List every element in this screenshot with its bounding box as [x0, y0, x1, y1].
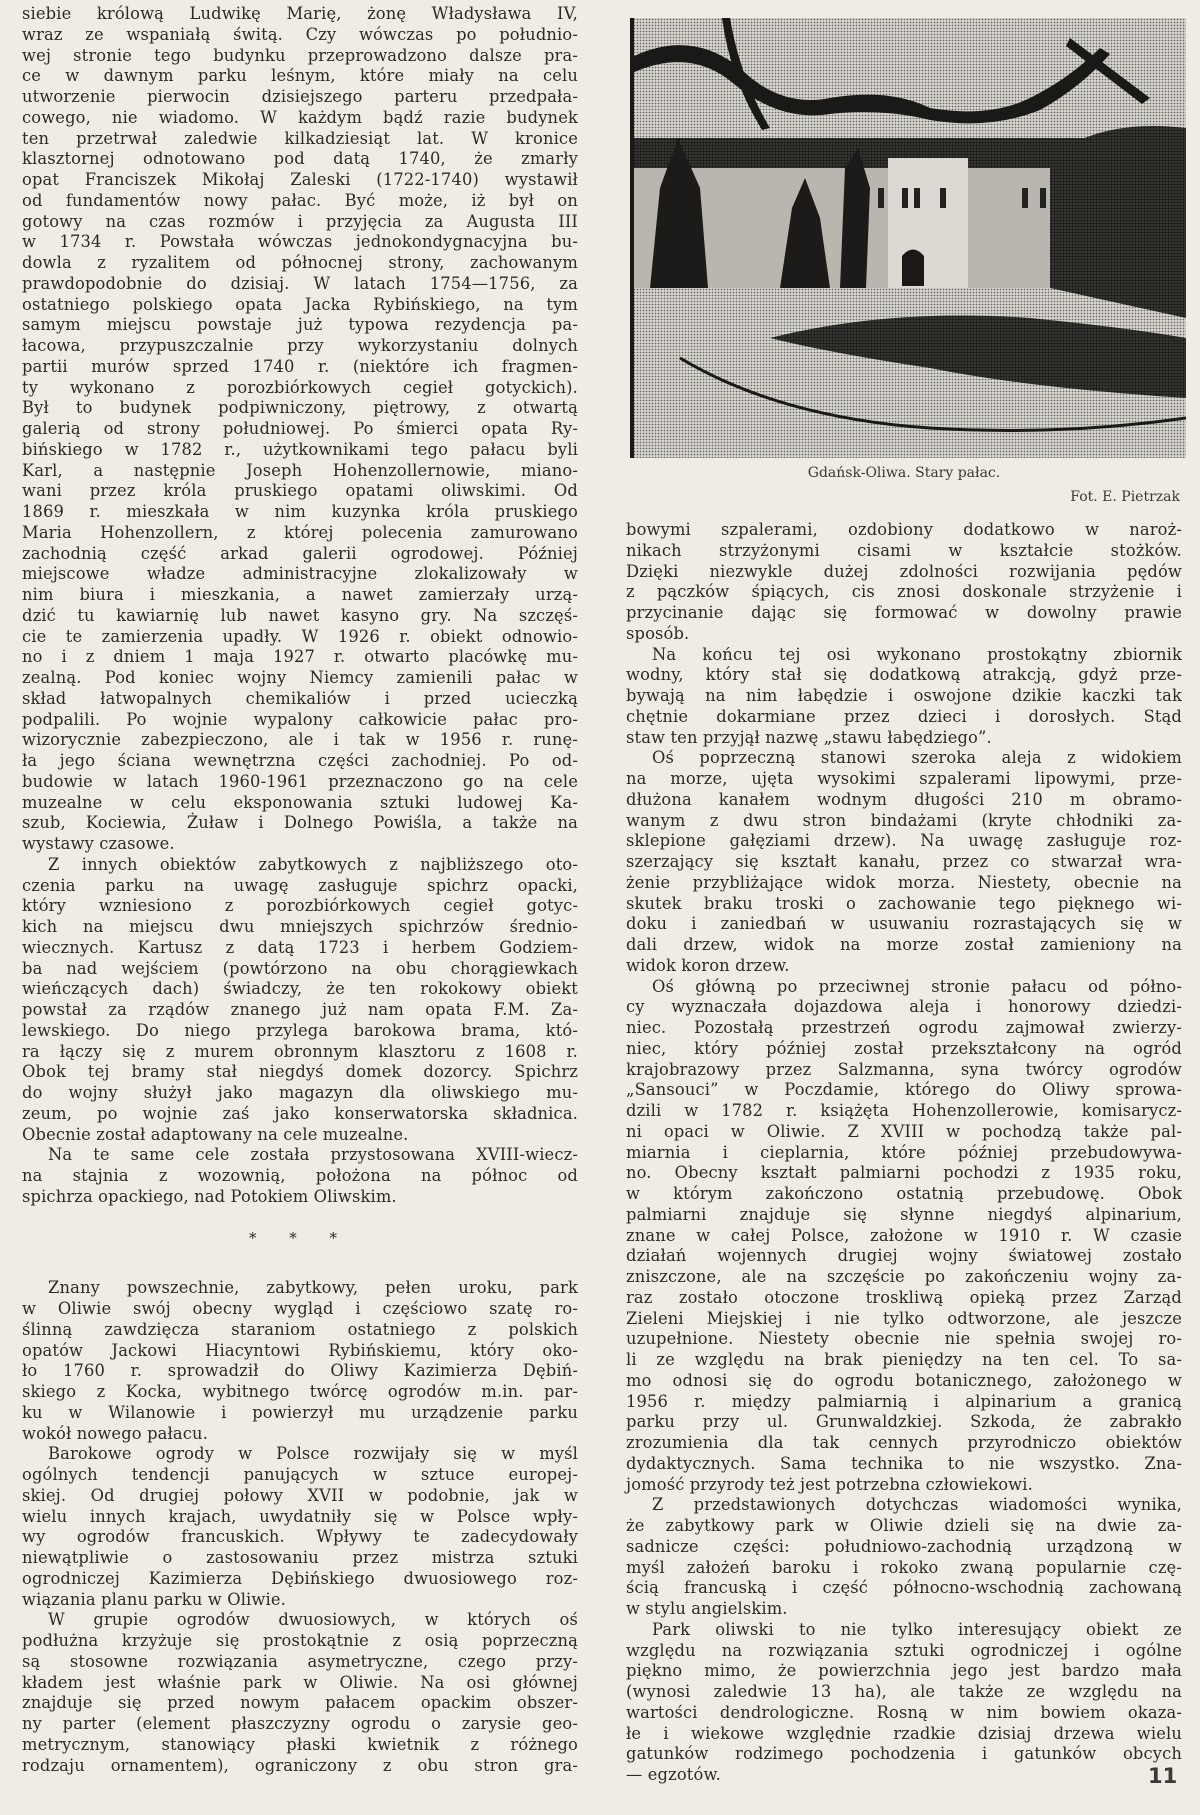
window	[1022, 188, 1028, 208]
text-line: nikach strzyżonymi cisami w kształcie stożków.	[626, 540, 1182, 560]
paragraph	[626, 748, 1182, 976]
paragraph	[626, 1620, 1182, 1786]
text-line: Obecnie został adaptowany na cele muzealne.	[22, 1124, 409, 1144]
text-line: wiązania planu parku w Oliwie.	[22, 1589, 286, 1609]
photo-border-left	[630, 18, 634, 458]
text-line: cy wyznaczała dojazdowa aleja i honorowy dziedzi-	[626, 997, 1182, 1017]
text-line: wej stronie tego budynku przeprowadzono dalsze pra-	[22, 45, 578, 65]
text-line: na stajnia z wozownią, położona na północ od	[22, 1166, 578, 1185]
text-line: niec, który później został przekształcony na ogród	[626, 1038, 1182, 1058]
photo-caption: Gdańsk-Oliwa. Stary pałac.	[807, 465, 1001, 481]
text-line: myśl założeń baroku i rokoko zwaną popularnie czę-	[626, 1557, 1182, 1577]
text-line: wy ogrodów francuskich. Wpływy te zadecydowały	[22, 1527, 578, 1547]
text-line: Barokowe ogrody w Polsce rozwijały się w myśl	[48, 1444, 578, 1464]
text-line: szerzający się kształt kanału, przez co stwarzał wra-	[626, 852, 1182, 871]
text-line: rodzaju ornamentem), ograniczony z obu stron gra-	[22, 1755, 578, 1775]
text-line: wartości dendrologiczne. Rosną w nim bowiem okaza-	[626, 1702, 1182, 1722]
text-line: spichrza opackiego, nad Potokiem Oliwskim.	[22, 1186, 397, 1206]
text-line: metrycznym, stanowiący płaski kwietnik z różnego	[22, 1734, 578, 1754]
text-line: bowymi szpalerami, ozdobiony dodatkowo w naroż-	[626, 520, 1182, 539]
section-separator: * * *	[248, 1228, 352, 1247]
text-line: dzić tu kawiarnię lub nawet kasyno gry. Na szczęś-	[22, 605, 578, 625]
window	[914, 188, 920, 208]
text-line: dzili w 1782 r. książęta Hohenzollerowie, komisarycz-	[626, 1101, 1182, 1120]
text-line: Znany powszechnie, zabytkowy, pełen uroku, park	[48, 1278, 578, 1298]
text-line: ku w Wilanowie i powierzył mu urządzenie parku	[22, 1402, 578, 1422]
text-line: Obok tej bramy stał niegdyś domek dozorcy. Spichrz	[22, 1062, 578, 1082]
text-line: nim biura i mieszkania, a nawet zamierzały urzą-	[22, 585, 578, 604]
text-line: dydaktycznych. Sama technika to nie wszystko. Zna-	[626, 1453, 1182, 1473]
text-line: krajobrazowy przez Salzmanna, syna twórcy ogrodów	[626, 1059, 1182, 1079]
text-line: ślinną zawdzięcza staraniom ostatniego z polskich	[22, 1319, 578, 1339]
paragraph	[626, 977, 1182, 1496]
text-line: wielu innych krajach, uwydatniły się w Polsce wpły-	[22, 1506, 578, 1526]
paragraph	[626, 645, 1182, 749]
palace-entrance-bay	[888, 158, 968, 288]
window	[940, 188, 946, 208]
palace-door	[902, 250, 924, 287]
text-line: Oś główną po przeciwnej stronie pałacu od półno-	[652, 976, 1182, 996]
text-line: zachodnią część arkad galerii ogrodowej. Później	[22, 543, 578, 563]
text-line: zrozumienia dla tak cennych przyrodniczo obiektów	[626, 1433, 1182, 1452]
text-line: ogrodniczej Kazimierza Dębińskiego dwuosiowego roz-	[22, 1568, 578, 1588]
paragraph	[22, 1444, 578, 1610]
text-line: który wzniesiono z porozbiórkowych cegieł gotyc-	[22, 896, 578, 916]
text-line: 1956 r. między palmiarnią i alpinarium a granicą	[626, 1391, 1182, 1411]
text-line: Był to budynek podpiwniczony, piętrowy, z otwartą	[22, 398, 578, 418]
text-line: Dzięki niezwykle dużej zdolności rozwijania pędów	[626, 561, 1182, 581]
text-line: żenie przybliżające widok morza. Niestety, obecnie na	[626, 872, 1182, 892]
window	[1040, 188, 1046, 208]
text-line: łacowa, przypuszczalnie przy wykorzystaniu dolnych	[22, 336, 578, 355]
text-line: lewskiego. Do niego przylega barokowa brama, któ-	[22, 1020, 578, 1040]
text-line: Park oliwski to nie tylko interesujący obiekt ze	[652, 1619, 1182, 1639]
text-line: od fundamentów nowy pałac. Być może, iż był on	[22, 190, 578, 210]
text-line: prawdopodobnie do dzisiaj. W latach 1754—1756, za	[22, 273, 578, 293]
text-line: wystawy czasowe.	[22, 834, 175, 853]
text-line: li ze względu na brak pieniędzy na ten cel. To sa-	[626, 1350, 1182, 1369]
text-line: ło 1760 r. sprowadził do Oliwy Kazimierza Dębiń-	[22, 1361, 578, 1381]
text-line: skład łatwopalnych chemikaliów i przed ucieczką	[22, 688, 578, 708]
text-line: Z innych obiektów zabytkowych z najbliższego oto-	[48, 854, 578, 874]
page-number: 11	[1148, 1764, 1178, 1788]
text-line: wani przez króla pruskiego opatami oliwskimi. Od	[22, 481, 578, 501]
text-line: uzupełnione. Niestety obecnie nie spełnia swojej ro-	[626, 1329, 1182, 1349]
text-line: dowla z ryzalitem od północnej strony, zachowanym	[22, 253, 578, 272]
paragraph	[22, 1610, 578, 1776]
text-line: utworzenie pierwocin dzisiejszego parteru przedpała-	[22, 87, 578, 106]
text-line: doku i zaniedbań w usuwaniu rozrastających się w	[626, 914, 1182, 934]
text-line: (wynosi zaledwie 13 ha), ale także ze względu na	[626, 1682, 1182, 1701]
text-line: ostatniego polskiego opata Jacka Rybińskiego, na tym	[22, 294, 578, 314]
text-line: wraz ze wspaniałą świtą. Czy wówczas po południo-	[22, 24, 578, 44]
text-line: partii murów sprzed 1740 r. (niektóre ich fragmen-	[22, 356, 578, 376]
text-line: — egzotów.	[626, 1765, 721, 1784]
text-line: sadnicze części: południowo-zachodnią urządzoną w	[626, 1536, 1182, 1556]
text-line: wieńczących dach) świadczy, że ten rokokowy obiekt	[22, 979, 578, 999]
text-line: opatów Jackowi Hiacyntowi Rybińskiemu, który oko-	[22, 1340, 578, 1360]
text-line: ogólnych tendencji panujących w sztuce europej-	[22, 1465, 578, 1484]
photo-credit: Fot. E. Pietrzak	[1070, 489, 1180, 505]
text-line: niewątpliwie o zastosowaniu przez mistrza sztuki	[22, 1548, 578, 1567]
text-line: Maria Hohenzollern, z której polecenia zamurowano	[22, 522, 578, 542]
palace-photo-image	[630, 18, 1186, 458]
text-line: kładem jest właśnie park w Oliwie. Na osi głównej	[22, 1672, 578, 1692]
text-line: raz zostało otoczone troskliwą opieką przez Zarząd	[626, 1287, 1182, 1307]
text-line: szub, Kociewia, Żuław i Dolnego Powiśla, a także na	[22, 813, 578, 833]
text-line: Z przedstawionych dotychczas wiadomości wynika,	[652, 1495, 1182, 1515]
text-line: w którym zakończono ostatnią przebudowę. Obok	[626, 1184, 1182, 1203]
text-line: gatunków rodzimego pochodzenia i gatunków obcych	[626, 1744, 1182, 1764]
text-line: widok koron drzew.	[626, 955, 790, 975]
text-line: „Sansouci” w Poczdamie, którego do Oliwy sprowa-	[626, 1080, 1182, 1100]
text-line: bywają na nim łabędzie i oswojone dzikie kaczki tak	[626, 686, 1182, 705]
text-line: ni opaci w Oliwie. Z XVIII w pochodzą także pal-	[626, 1121, 1182, 1141]
text-line: Zieleni Miejskiej i nie tylko odtworzone, ale jeszcze	[626, 1308, 1182, 1328]
text-line: W grupie ogrodów dwuosiowych, w których oś	[48, 1610, 578, 1630]
text-line: skiej. Od drugiej połowy XVII w podobnie, jak w	[22, 1485, 578, 1505]
text-line: ba nad wejściem (powtórzono na obu chorągiewkach	[22, 958, 578, 978]
text-line: łe i wiekowe względnie rzadkie dzisiaj drzewa wielu	[626, 1723, 1182, 1743]
window	[902, 188, 908, 208]
text-line: z pączków śpiących, cis znosi doskonale strzyżenie i	[626, 582, 1182, 602]
window	[878, 188, 884, 208]
text-line: są stosowne rozwiązania asymetryczne, czego przy-	[22, 1651, 578, 1671]
text-line: palmiarni znajduje się słynne niegdyś alpinarium,	[626, 1204, 1182, 1224]
text-line: wodny, który stał się dodatkową atrakcją, gdyż prze-	[626, 665, 1182, 685]
text-line: Na te same cele została przystosowana XVIII-wiecz-	[48, 1145, 578, 1165]
paragraph	[22, 1145, 578, 1207]
text-line: chętnie dokarmiane przez dzieci i dorosłych. Stąd	[626, 706, 1182, 726]
text-line: piękno mimo, że powierzchnia jego jest bardzo mała	[626, 1661, 1182, 1681]
text-line: siebie królową Ludwikę Marię, żonę Władysława IV,	[22, 4, 578, 23]
text-line: zniszczone, ale na szczęście po zakończeniu wojny za-	[626, 1267, 1182, 1286]
text-line: 1869 r. mieszkała w nim kuzynka króla pruskiego	[22, 502, 578, 521]
text-line: skutek braku troski o zachowanie tego pięknego wi-	[626, 893, 1182, 913]
text-line: parku przy ul. Grunwaldzkiej. Szkoda, że zabrakło	[626, 1412, 1182, 1432]
text-line: niec. Pozostałą przestrzeń ogrodu zajmował zwierzy-	[626, 1018, 1182, 1037]
text-line: ra łączy się z murem obronnym klasztoru z 1608 r.	[22, 1041, 578, 1061]
text-line: ścią francuską i część północno-wschodnią zachowaną	[626, 1578, 1182, 1598]
text-line: miarnia i cieplarnia, które później przebudowywa-	[626, 1142, 1182, 1162]
text-line: jomość przyrody też jest potrzebna człowiekowi.	[626, 1474, 1033, 1494]
text-line: staw ten przyjął nazwę „stawu łabędziego”.	[626, 727, 992, 747]
text-line: wizorycznie zabezpieczono, ale i tak w 1956 r. runę-	[22, 730, 578, 750]
text-line: że zabytkowy park w Oliwie dzieli się na dwie za-	[626, 1516, 1182, 1535]
text-line: Oś poprzeczną stanowi szeroka aleja z widokiem	[652, 748, 1182, 768]
text-line: znajduje się przed nowym pałacem opackim obszer-	[22, 1693, 578, 1713]
text-line: w 1734 r. Powstała wówczas jednokondygnacyjna bu-	[22, 232, 578, 252]
text-line: sklepione gałęziami drzew). Na uwagę zasługuje roz-	[626, 831, 1182, 851]
text-line: skiego z Kocka, wybitnego twórcę ogrodów m.in. par-	[22, 1382, 578, 1401]
text-line: ten przetrwał zaledwie kilkadziesiąt lat. W kronice	[22, 128, 578, 148]
text-line: wanym z dwu stron bindażami (kryte chłodniki za-	[626, 810, 1182, 830]
text-line: względu na rozwiązania sztuki ogrodniczej i ogólne	[626, 1640, 1182, 1660]
text-line: przycinanie dając się formować w dowolny prawie	[626, 603, 1182, 622]
text-line: klasztornej odnotowano pod datą 1740, że zmarły	[22, 149, 578, 169]
text-line: zeum, po wojnie zaś jako konserwatorska składnica.	[22, 1103, 578, 1123]
text-line: podłużna krzyżuje się prostokątnie z osią poprzeczną	[22, 1631, 578, 1650]
trees-right	[1050, 126, 1186, 318]
text-line: ty wykonano z porozbiórkowych cegieł gotyckich).	[22, 377, 578, 397]
text-line: ny parter (element płaszczyzny ogrodu o zarysie geo-	[22, 1714, 578, 1733]
text-line: w stylu angielskim.	[626, 1599, 788, 1618]
text-line: podpalili. Po wojnie wypalony całkowicie pałac pro-	[22, 709, 578, 729]
palace-photo	[630, 18, 1186, 458]
text-line: no i z dniem 1 maja 1927 r. otwarto placówkę mu-	[22, 647, 578, 667]
text-line: na morze, ujęta wysokimi szpalerami lipowymi, prze-	[626, 769, 1182, 788]
text-line: Na końcu tej osi wykonano prostokątny zbiornik	[652, 644, 1182, 664]
text-line: kich na miejscu dwu mniejszych spichrzów średnio-	[22, 917, 578, 936]
text-line: wiecznych. Kartusz z datą 1723 i herbem Godziem-	[22, 937, 578, 957]
text-line: do wojny służył jako magazyn dla oliwskiego mu-	[22, 1083, 578, 1102]
paragraph	[22, 855, 578, 1146]
text-line: działań wojennych drugiej wojny światowej zostało	[626, 1246, 1182, 1266]
paragraph	[626, 520, 1182, 645]
text-line: samym miejscu powstaje już typowa rezydencja pa-	[22, 315, 578, 335]
text-line: powstał za rządów znanego już nam opata F.M. Za-	[22, 1000, 578, 1019]
text-line: cie te zamierzenia upadły. W 1926 r. obiekt odnowio-	[22, 626, 578, 646]
text-line: zealną. Pod koniec wojny Niemcy zamienili pałac w	[22, 668, 578, 687]
text-line: muzealne w celu eksponowania sztuki ludowej Ka-	[22, 792, 578, 812]
text-line: bińskiego w 1782 r., użytkownikami tego pałacu byli	[22, 439, 578, 459]
paragraph	[22, 4, 578, 855]
text-line: miejscowe władze administracyjne zlokalizowały w	[22, 564, 578, 584]
text-line: wokół nowego pałacu.	[22, 1423, 209, 1443]
text-line: znane w całej Polsce, założone w 1910 r. W czasie	[626, 1225, 1182, 1245]
text-line: sposób.	[626, 623, 690, 643]
text-line: ce w dawnym parku leśnym, które miały na celu	[22, 66, 578, 86]
text-line: ła jego ściana wewnętrzna części zachodniej. Po od-	[22, 751, 578, 770]
text-line: dłużona kanałem wodnym długości 210 m obramo-	[626, 789, 1182, 809]
text-line: cowego, nie wiadomo. W każdym bądź razie budynek	[22, 107, 578, 127]
text-line: w Oliwie swój obecny wygląd i częściowo szatę ro-	[22, 1299, 578, 1318]
right-column	[626, 520, 1182, 1786]
text-line: gotowy na czas rozmów i przyjęcia za Augusta III	[22, 211, 578, 231]
paragraph	[626, 1495, 1182, 1620]
text-line: czenia parku na uwagę zasługuje spichrz opacki,	[22, 875, 578, 895]
left-column	[22, 4, 578, 1776]
text-line: no. Obecny kształt palmiarni pochodzi z 1935 roku,	[626, 1163, 1182, 1183]
text-line: dali drzew, widok na morze został zamieniony na	[626, 935, 1182, 954]
text-line: galerią od strony południowej. Po śmierci opata Ry-	[22, 419, 578, 438]
paragraph	[22, 1278, 578, 1444]
text-line: budowie w latach 1960-1961 przeznaczono go na cele	[22, 771, 578, 791]
text-line: mo odnosi się do ogrodu botanicznego, założonego w	[626, 1370, 1182, 1390]
text-line: Karl, a następnie Joseph Hohenzollernowie, miano-	[22, 460, 578, 480]
text-line: opat Franciszek Mikołaj Zaleski (1722-1740) wystawił	[22, 170, 578, 189]
